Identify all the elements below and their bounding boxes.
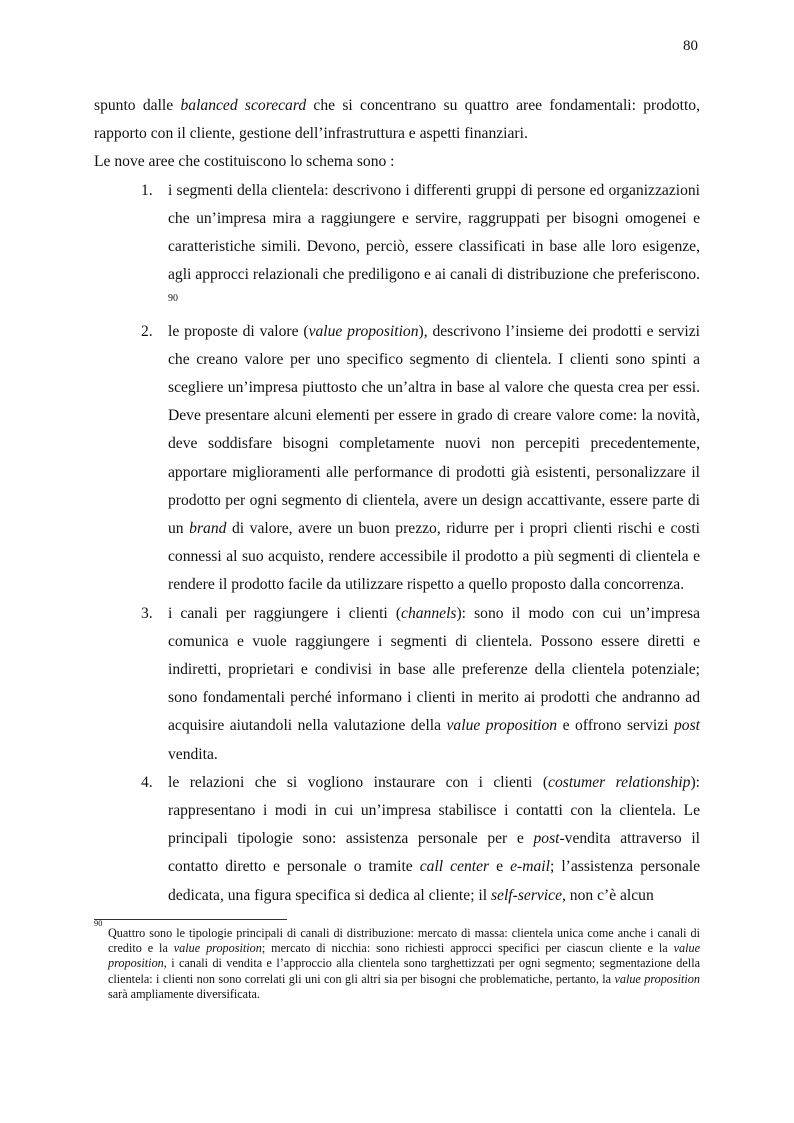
text-run: ; l’assistenza personale dedicata, una figura specifica si dedica al cliente; il	[168, 858, 700, 904]
italic-term: brand	[189, 520, 227, 538]
footnote-ref: 90	[168, 293, 178, 305]
text-run: , i canali di vendita e l’approccio alla clientela sono targhettizzati per ogni segmento; segmentazione della clientela: i clienti non sono correlati gli uni con gli altri sia per bisogni che problematiche, pertanto, la	[108, 956, 700, 986]
text-run: ): sono il modo con cui un’impresa comunica e vuole raggiungere i segmenti di clientela. Possono essere diretti e indiretti, proprietari e condivisi in base alle preferenze della clientela potenziale; sono fondamentali perché informano i clienti in merito ai prodotti che andranno ad acquisire aiutandoli nella valutazione della	[168, 604, 700, 735]
page-number: 80	[683, 38, 698, 54]
intro-paragraph	[94, 92, 700, 148]
list-item	[94, 177, 700, 318]
list-item-text	[168, 774, 700, 904]
text-run: ; mercato di nicchia: sono richiesti approcci specifici per ciascun cliente e la	[261, 941, 674, 956]
italic-term: costumer relationship	[548, 773, 691, 791]
list-item	[94, 600, 700, 769]
text-run: non c’è alcun	[565, 886, 654, 904]
italic-term: post	[674, 717, 700, 735]
italic-term: value proposition	[308, 322, 419, 340]
text-run: spunto dalle	[94, 97, 181, 114]
italic-term: value proposition	[614, 971, 700, 986]
text-run: e offrono servizi	[557, 717, 674, 735]
italic-term: value proposition	[108, 941, 700, 971]
footnote-divider	[94, 919, 287, 920]
italic-term: channels	[401, 604, 457, 622]
list-item-number: 2.	[141, 322, 153, 340]
italic-term: call center	[419, 858, 490, 876]
text-run: Quattro sono le tipologie principali di canali di distribuzione: mercato di massa: clientela unica come anche i canali di credito e la	[108, 926, 700, 956]
text-run: i canali per raggiungere i clienti (	[168, 604, 402, 622]
list-item	[94, 769, 700, 910]
text-run: ), descrivono l’insieme dei prodotti e servizi che creano valore per uno specifico segmento di clientela. I clienti sono spinti a scegliere un’impresa piuttosto che un’altra in base al valore che questa crea per essi. Deve presentare alcuni elementi per essere in grado di creare valore come: la novità, deve soddisfare bisogni completamente nuovi non percepiti precedentemente, apportare miglioramenti alle performance di prodotti già esistenti, personalizzare il prodotto per ogni segmento di clientela, avere un design accattivante, essere parte di un	[168, 322, 700, 538]
list-item	[94, 318, 700, 600]
italic-term: balanced scorecard	[180, 97, 307, 114]
list-item-number: 4.	[141, 773, 153, 791]
text-run: e	[489, 858, 511, 876]
italic-term: value proposition	[446, 717, 558, 735]
intro-list-lead	[94, 148, 700, 176]
text-run: che si concentrano su quattro aree fondamentali: prodotto, rapporto con il cliente, gestione dell’infrastruttura e aspetti finanziari.	[94, 97, 700, 143]
text-run: Le nove aree che costituiscono lo schema sono :	[94, 153, 395, 171]
areas-list	[94, 177, 700, 910]
text-run: ): rappresentano i modi in cui un’impresa stabilisce i contatti con la clientela. Le principali tipologie sono: assistenza personale per e	[168, 773, 700, 848]
italic-term: value proposition	[173, 941, 262, 956]
text-run: le proposte di valore (	[168, 322, 309, 340]
text-run: -vendita attraverso il contatto diretto e personale o tramite	[168, 830, 700, 876]
list-item-text	[168, 182, 700, 312]
list-item-number: 3.	[141, 604, 153, 622]
list-item-text	[168, 605, 700, 763]
italic-term: e-mail	[510, 858, 550, 876]
italic-term: post	[533, 830, 560, 848]
footnote: 90 Quattro sono le tipologie principali di canali di distribuzione: mercato di massa: clientela unica come anche i canali di credito e la value proposition; mercato di nicchia: sono richiesti approcci specifici per ciascun cliente e la value proposition, i canali di vendita e l’approccio alla clientela sono targhettizzati per ogni segmento; segmentazione della clientela: i clienti non sono correlati gli uni con gli altri sia per bisogni che problematiche, pertanto, la value proposition sarà ampliamente diversificata.	[94, 918, 700, 1001]
text-run: i segmenti della clientela: descrivono i differenti gruppi di persone ed organizzazioni che un’impresa mira a raggiungere e servire, raggruppati per bisogni omogenei e caratteristiche simili. Devono, perciò, essere classificati in base alle loro esigenze, agli approcci relazionali che prediligono e ai canali di distribuzione che preferiscono.	[168, 181, 700, 284]
italic-term: self-service,	[490, 886, 566, 904]
text-run: le relazioni che si vogliono instaurare con i clienti (	[168, 773, 549, 791]
text-run: di valore, avere un buon prezzo, ridurre per i propri clienti rischi e costi connessi al suo acquisto, rendere accessibile il prodotto a più segmenti di clientela e rendere il prodotto facile da utilizzare rispetto a quello proposto dalla concorrenza.	[168, 520, 700, 594]
list-item-number: 1.	[141, 181, 153, 199]
text-run: sarà ampliamente diversificata.	[108, 986, 260, 1001]
list-item-text	[168, 323, 700, 594]
body-text	[94, 92, 700, 910]
footnote-text	[94, 918, 700, 1002]
text-run: vendita.	[168, 745, 218, 763]
